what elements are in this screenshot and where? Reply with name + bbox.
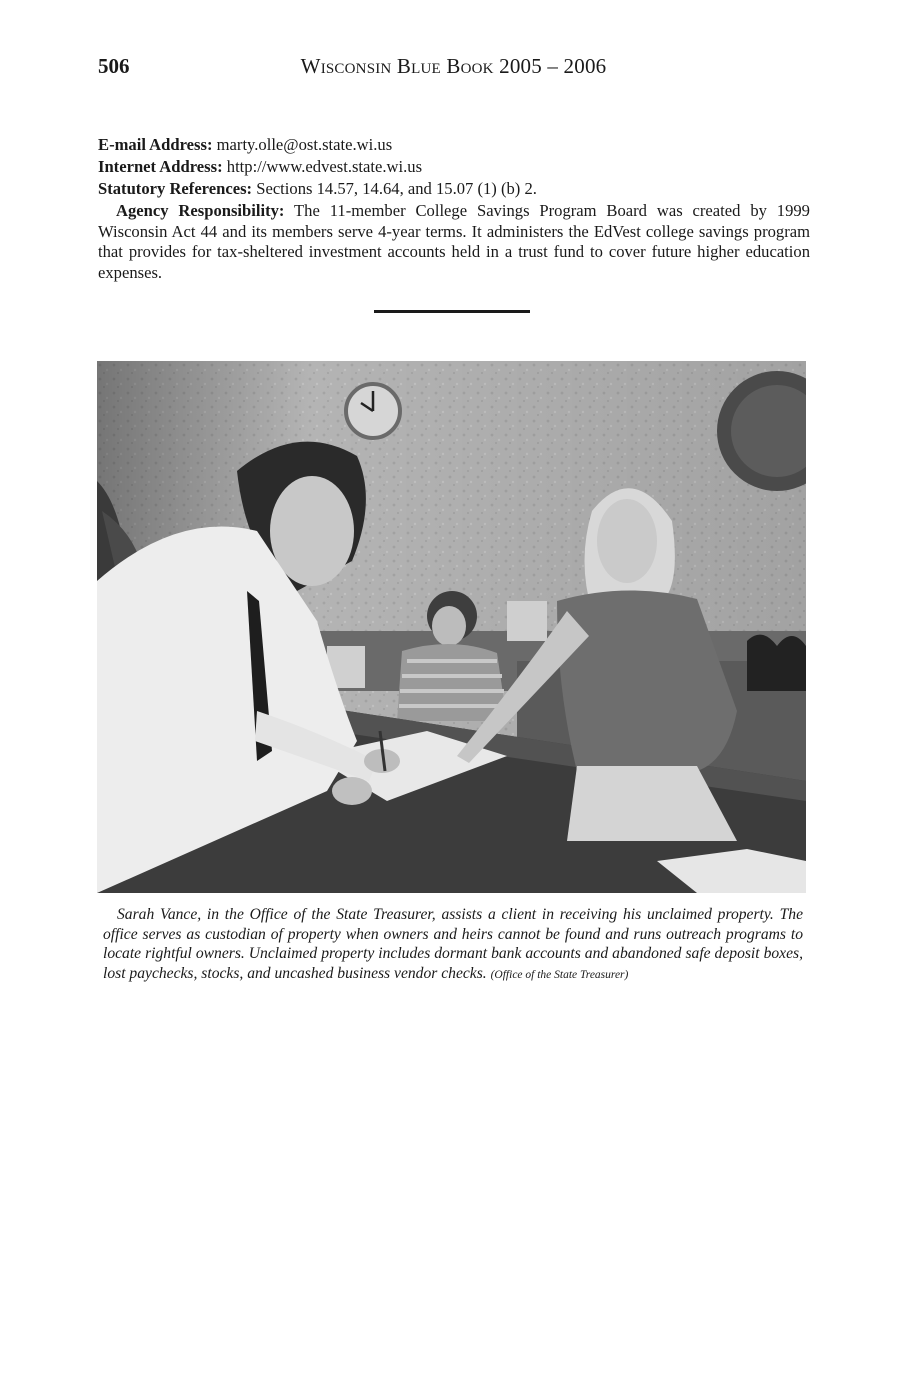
- running-head-w: W: [300, 54, 321, 78]
- email-label: E-mail Address:: [98, 135, 213, 154]
- agency-responsibility: [98, 201, 810, 283]
- internet-line: [98, 157, 810, 178]
- statutory-value: Sections 14.57, 14.64, and 15.07 (1) (b) 2.: [256, 179, 537, 199]
- internet-value[interactable]: http://www.edvest.state.wi.us: [226, 157, 423, 177]
- caption-text: Sarah Vance, in the Office of the State Treasurer, assists a client in receiving his unclaimed property. The office serves as custodian of property when owners and heirs cannot be found and runs outreach programs to locate rightful owners. Unclaimed property includes dormant bank accounts and abandoned safe deposit boxes, lost paychecks, stocks, and uncashed business vendor checks.: [103, 906, 803, 982]
- running-head-years: 2005 – 2006: [499, 54, 607, 78]
- agency-text: The 11-member College Savings Program Board was created by 1999 Wisconsin Act 44 and its members serve 4-year terms. It administers the EdVest college savings program that provides for tax-sheltered investment accounts held in a trust fund to cover future higher education expenses.: [98, 201, 810, 283]
- caption-text-block: [103, 905, 803, 985]
- treasurer-office-photo: [97, 361, 806, 893]
- email-line: [98, 135, 810, 156]
- running-head-ook: ook: [460, 54, 494, 78]
- statutory-line: [98, 179, 810, 200]
- agency-entry: [98, 135, 810, 284]
- photo-caption: [103, 905, 803, 985]
- page-number: 506: [98, 54, 130, 78]
- email-value[interactable]: marty.olle@ost.state.wi.us: [216, 135, 393, 154]
- running-head-b2: B: [446, 54, 461, 78]
- internet-label: Internet Address:: [98, 157, 223, 177]
- photo-credit: (Office of the State Treasurer): [490, 968, 629, 981]
- running-head-b: B: [396, 54, 412, 78]
- running-head: [0, 54, 907, 79]
- agency-label: Agency Responsibility:: [116, 201, 285, 221]
- statutory-label: Statutory References:: [98, 179, 253, 199]
- running-head-lue: lue: [411, 54, 441, 78]
- section-divider: [374, 310, 530, 313]
- running-head-isconsin: isconsin: [320, 54, 392, 78]
